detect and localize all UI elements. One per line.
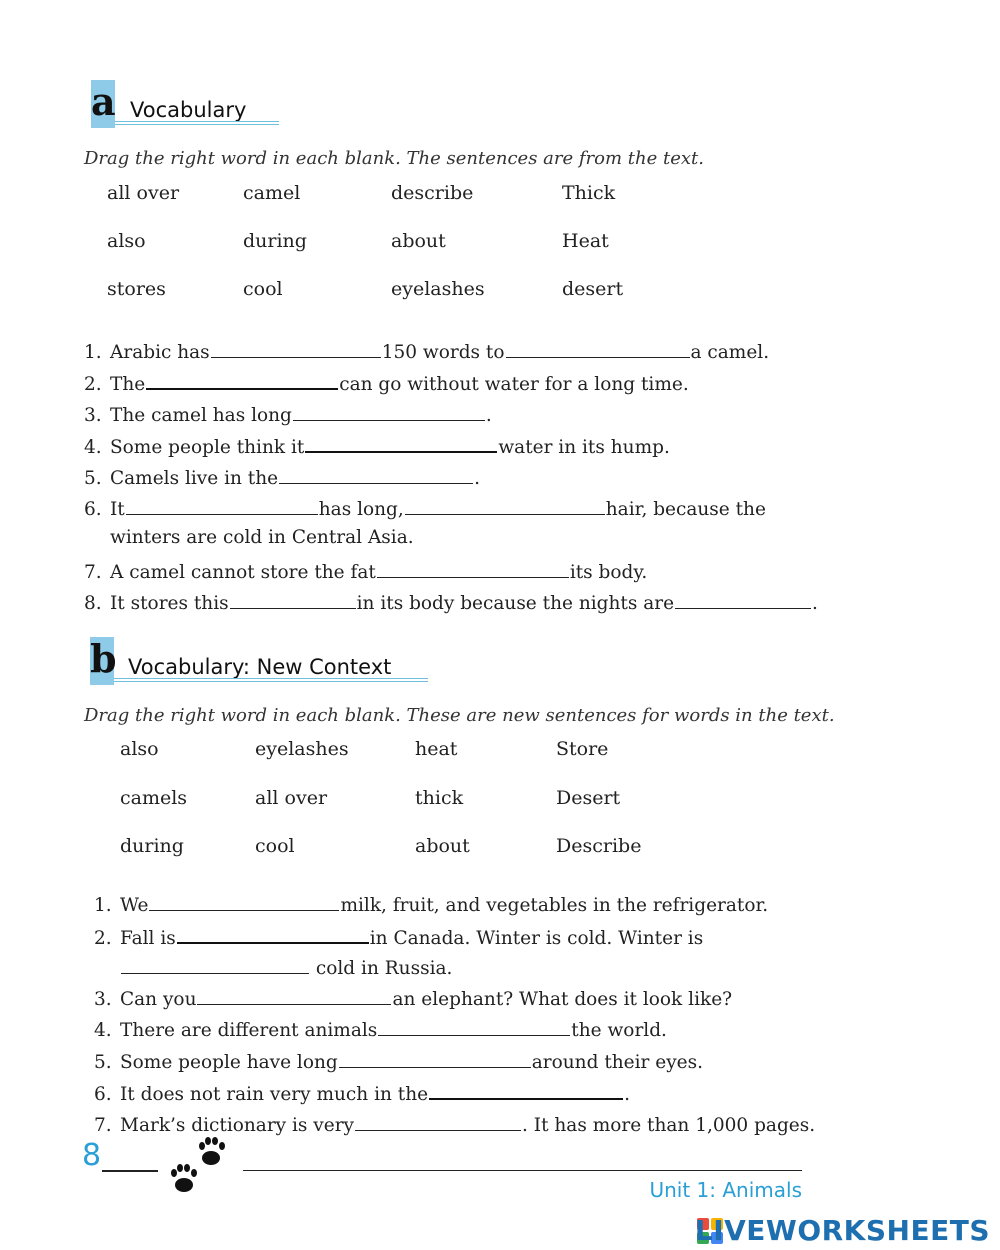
- sentence-text: Can you: [120, 989, 197, 1010]
- sentence-7: [84, 559, 647, 583]
- word-chip[interactable]: about: [391, 230, 446, 252]
- sentence-text: .: [812, 593, 818, 614]
- sentence-text: Some people have long: [120, 1052, 338, 1073]
- sentence-text: has long,: [318, 499, 404, 520]
- section-b-instruction: Drag the right word in each blank. These are new sentences for words in the text.: [84, 705, 835, 726]
- word-chip[interactable]: also: [107, 230, 146, 252]
- sentence-text: water in its hump.: [498, 437, 670, 458]
- drop-blank[interactable]: [230, 590, 356, 609]
- word-chip[interactable]: all over: [107, 182, 180, 204]
- word-chip[interactable]: cool: [255, 835, 295, 857]
- sentence-number: 2.: [84, 374, 102, 395]
- sentence-2: [94, 924, 703, 949]
- drop-blank[interactable]: [377, 559, 569, 578]
- drop-blank[interactable]: [305, 433, 497, 453]
- sentence-text: .: [485, 405, 492, 426]
- word-chip[interactable]: all over: [255, 787, 328, 809]
- word-chip[interactable]: eyelashes: [255, 738, 349, 760]
- drop-blank[interactable]: [121, 955, 309, 974]
- sentence-number: 5.: [94, 1052, 112, 1073]
- sentence-number: 3.: [84, 405, 102, 426]
- sentence-text: Arabic has: [110, 342, 210, 363]
- sentence-text: There are different animals: [120, 1020, 378, 1041]
- sentence-8: [84, 590, 818, 614]
- drop-blank[interactable]: [339, 1049, 531, 1068]
- sentence-7: [94, 1112, 815, 1136]
- word-chip[interactable]: during: [243, 230, 307, 252]
- drop-blank[interactable]: [506, 339, 690, 358]
- sentence-text: . It has more than 1,000 pages.: [522, 1115, 816, 1136]
- sentence-2-continuation: [120, 955, 452, 979]
- drop-blank[interactable]: [429, 1080, 623, 1100]
- sentence-number: 1.: [84, 342, 102, 363]
- word-chip[interactable]: Heat: [562, 230, 609, 252]
- drop-blank[interactable]: [126, 496, 318, 515]
- sentence-number: 5.: [84, 468, 102, 489]
- word-chip[interactable]: Describe: [556, 835, 642, 857]
- word-chip[interactable]: Desert: [556, 787, 621, 809]
- word-chip[interactable]: cool: [243, 278, 283, 300]
- sentence-text: in Canada. Winter is cold. Winter is: [369, 928, 704, 949]
- sentence-text: It: [110, 499, 125, 520]
- section-a-instruction: Drag the right word in each blank. The sentences are from the text.: [84, 148, 704, 169]
- sentence-text: .: [474, 468, 480, 489]
- sentence-text: Some people think it: [110, 437, 305, 458]
- sentence-6-continuation: winters are cold in Central Asia.: [110, 527, 414, 548]
- sentence-1: [94, 892, 768, 916]
- paw-prints-icon: [162, 1136, 232, 1198]
- word-chip[interactable]: heat: [415, 738, 458, 760]
- word-chip[interactable]: stores: [107, 278, 166, 300]
- sentence-text: The: [110, 374, 146, 395]
- drop-blank[interactable]: [405, 496, 605, 515]
- sentence-text: cold in Russia.: [315, 958, 453, 979]
- word-chip[interactable]: describe: [391, 182, 474, 204]
- footer-rule-long: [243, 1170, 802, 1171]
- word-chip[interactable]: during: [120, 835, 184, 857]
- section-b-letter: b: [90, 637, 114, 685]
- sentence-text: Camels live in the: [110, 468, 279, 489]
- section-b-rule: [114, 678, 428, 682]
- sentence-text: Fall is: [120, 928, 176, 949]
- sentence-6: [84, 496, 766, 520]
- sentence-text: hair, because the: [605, 499, 766, 520]
- word-chip[interactable]: camel: [243, 182, 301, 204]
- word-chip[interactable]: about: [415, 835, 470, 857]
- sentence-text: We: [120, 895, 149, 916]
- drop-blank[interactable]: [197, 986, 391, 1005]
- sentence-number: 7.: [84, 562, 102, 583]
- section-a-letter: a: [91, 80, 115, 128]
- drop-blank[interactable]: [279, 465, 473, 484]
- word-chip[interactable]: desert: [562, 278, 624, 300]
- drop-blank[interactable]: [177, 924, 369, 944]
- sentence-3: [84, 402, 492, 426]
- sentence-text: Mark’s dictionary is very: [120, 1115, 354, 1136]
- section-a-title: Vocabulary: [130, 98, 247, 122]
- sentence-number: 6.: [84, 499, 102, 520]
- sentence-text: A camel cannot store the fat: [110, 562, 376, 583]
- sentence-text: It stores this: [110, 593, 229, 614]
- drop-blank[interactable]: [293, 402, 485, 421]
- sentence-number: 4.: [84, 437, 102, 458]
- sentence-5: [84, 465, 480, 489]
- word-chip[interactable]: eyelashes: [391, 278, 485, 300]
- sentence-4: [84, 433, 670, 458]
- sentence-text: 150 words to: [381, 342, 505, 363]
- drop-blank[interactable]: [146, 370, 338, 390]
- sentence-text: the world.: [571, 1020, 667, 1041]
- footer-rule-short: [102, 1170, 158, 1172]
- sentence-text: around their eyes.: [531, 1052, 703, 1073]
- drop-blank[interactable]: [675, 590, 811, 609]
- sentence-text: can go without water for a long time.: [339, 374, 689, 395]
- sentence-2: [84, 370, 689, 395]
- sentence-1: [84, 339, 769, 363]
- drop-blank[interactable]: [149, 892, 339, 911]
- sentence-number: 1.: [94, 895, 112, 916]
- drop-blank[interactable]: [378, 1017, 570, 1036]
- sentence-3: [94, 986, 732, 1010]
- word-chip[interactable]: thick: [415, 787, 464, 809]
- drop-blank[interactable]: [355, 1112, 521, 1131]
- sentence-5: [94, 1049, 703, 1073]
- sentence-number: 6.: [94, 1084, 112, 1105]
- sentence-4: [94, 1017, 667, 1041]
- sentence-text: its body.: [569, 562, 648, 583]
- sentence-number: 8.: [84, 593, 102, 614]
- section-b-title: Vocabulary: New Context: [128, 655, 392, 679]
- sentence-number: 2.: [94, 928, 112, 949]
- word-chip[interactable]: Thick: [562, 182, 616, 204]
- liveworksheets-brand[interactable]: LIVEWORKSHEETS: [694, 1214, 990, 1247]
- word-chip[interactable]: camels: [120, 787, 188, 809]
- sentence-text: a camel.: [690, 342, 770, 363]
- word-chip[interactable]: also: [120, 738, 159, 760]
- sentence-text: an elephant? What does it look like?: [392, 989, 733, 1010]
- sentence-text: in its body because the nights are: [356, 593, 675, 614]
- sentence-number: 3.: [94, 989, 112, 1010]
- sentence-6: [94, 1080, 630, 1105]
- drop-blank[interactable]: [211, 339, 381, 358]
- page-number: 8: [82, 1138, 102, 1173]
- unit-label: Unit 1: Animals: [649, 1178, 802, 1202]
- sentence-number: 4.: [94, 1020, 112, 1041]
- sentence-text: .: [624, 1084, 630, 1105]
- word-chip[interactable]: Store: [556, 738, 609, 760]
- sentence-number: 7.: [94, 1115, 112, 1136]
- sentence-text: It does not rain very much in the: [120, 1084, 429, 1105]
- sentence-text: The camel has long: [110, 405, 292, 426]
- sentence-text: milk, fruit, and vegetables in the refrigerator.: [340, 895, 769, 916]
- section-a-rule: [115, 121, 279, 125]
